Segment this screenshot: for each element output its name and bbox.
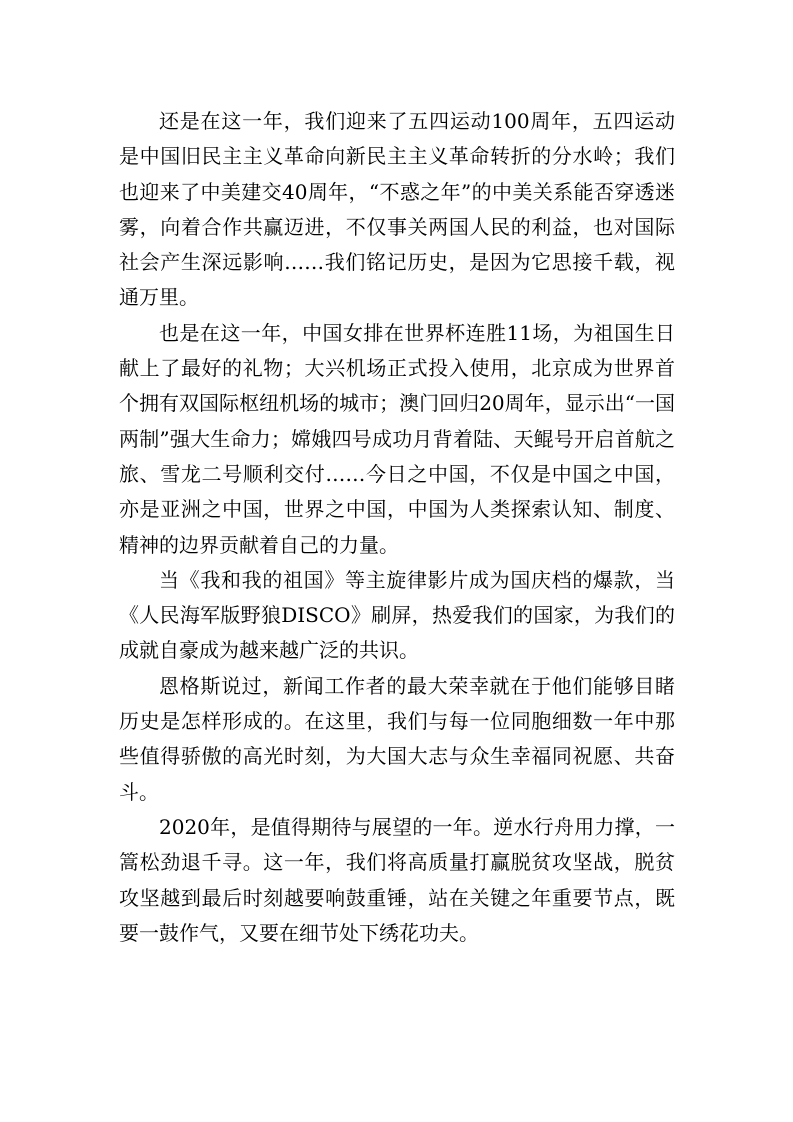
document-body [119, 104, 675, 951]
paragraph-1: 还是在这一年，我们迎来了五四运动100周年，五四运动是中国旧民主主义革命向新民主主义革命转折的分水岭；我们也迎来了中美建交40周年，“不惑之年”的中美关系能否穿透迷雾，向着合作共赢迈进，不仅事关两国人民的利益，也对国际社会产生深远影响……我们铭记历史，是因为它思接千载，视通万里。 [119, 109, 675, 310]
paragraph-4: 恩格斯说过，新闻工作者的最大荣幸就在于他们能够目睹历史是怎样形成的。在这里，我们与每一位同胞细数一年中那些值得骄傲的高光时刻，为大国大志与众生幸福同祝愿、共奋斗。 [119, 673, 675, 804]
paragraph-5: 2020年，是值得期待与展望的一年。逆水行舟用力撑，一篙松劲退千寻。这一年，我们将高质量打赢脱贫攻坚战，脱贫攻坚越到最后时刻越要响鼓重锤，站在关键之年重要节点，既要一鼓作气，又要在细节处下绣花功夫。 [119, 814, 675, 945]
paragraph-2: 也是在这一年，中国女排在世界杯连胜11场，为祖国生日献上了最好的礼物；大兴机场正式投入使用，北京成为世界首个拥有双国际枢纽机场的城市；澳门回归20周年，显示出“一国两制”强大生命力；嫦娥四号成功月背着陆、天鲲号开启首航之旅、雪龙二号顺利交付……今日之中国，不仅是中国之中国，亦是亚洲之中国，世界之中国，中国为人类探索认知、制度、精神的边界贡献着自己的力量。 [119, 320, 675, 557]
paragraph-3: 当《我和我的祖国》等主旋律影片成为国庆档的爆款，当《人民海军版野狼DISCO》刷屏，热爱我们的国家，为我们的成就自豪成为越来越广泛的共识。 [119, 567, 675, 663]
